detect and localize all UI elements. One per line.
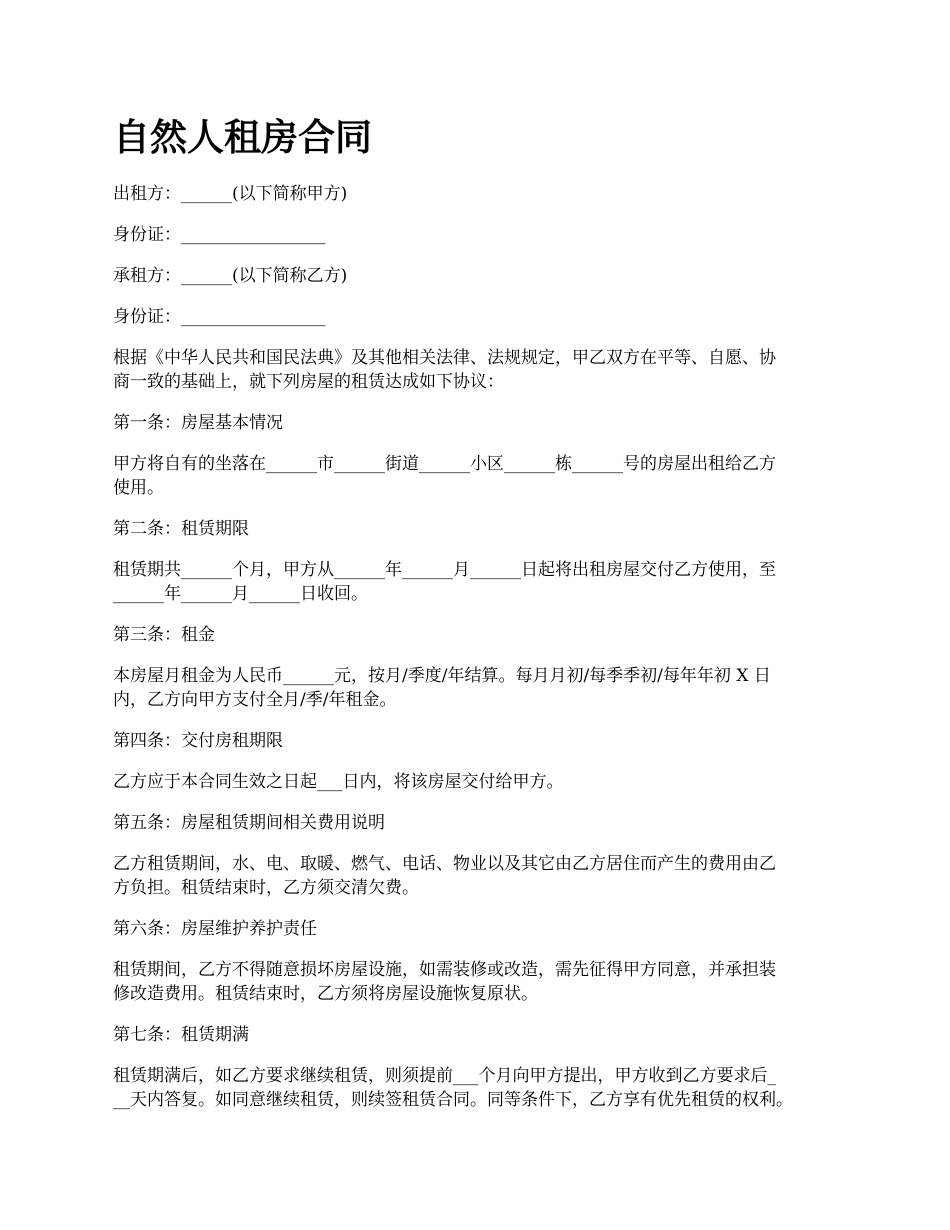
- document-paragraph: [113, 517, 853, 541]
- paragraph-line: 第一条：房屋基本情况: [113, 413, 283, 433]
- paragraph-line: 本房屋月租金为人民币______元，按月/季度/年结算。每月月初/每季季初/每年年初 X 日: [113, 666, 771, 686]
- document-paragraph: [113, 770, 853, 794]
- document-paragraph: [113, 1023, 853, 1047]
- paragraph-line: 租赁期共______个月，甲方从______年______月______日起将出租房屋交付乙方使用，至: [113, 560, 776, 580]
- paragraph-line: 第四条：交付房租期限: [113, 731, 283, 751]
- paragraph-line: 第二条：租赁期限: [113, 519, 249, 539]
- paragraph-line: __天内答复。如同意继续租赁，则续签租赁合同。同等条件下，乙方享有优先租赁的权利。: [113, 1090, 793, 1110]
- paragraph-line: 方负担。租赁结束时，乙方须交清欠费。: [113, 878, 419, 898]
- paragraph-line: 第六条：房屋维护养护责任: [113, 919, 317, 939]
- paragraph-line: 第五条：房屋租赁期间相关费用说明: [113, 813, 385, 833]
- document-paragraph: [113, 223, 853, 247]
- paragraph-line: 商一致的基础上，就下列房屋的租赁达成如下协议：: [113, 372, 504, 392]
- paragraph-line: 乙方应于本合同生效之日起___日内，将该房屋交付给甲方。: [113, 772, 564, 792]
- paragraph-line: 承租方：______(以下简称乙方): [113, 266, 348, 286]
- document-paragraph: [113, 411, 853, 435]
- paragraph-line: 出租方：______(以下简称甲方): [113, 184, 348, 204]
- document-paragraph: [113, 958, 853, 1006]
- paragraph-line: 内，乙方向甲方支付全月/季/年租金。: [113, 690, 397, 710]
- paragraph-line: 第七条：租赁期满: [113, 1025, 249, 1045]
- document-paragraph: [113, 852, 853, 900]
- document-paragraph: [113, 452, 853, 500]
- paragraph-line: 租赁期间，乙方不得随意损坏房屋设施，如需装修或改造，需先征得甲方同意，并承担装: [113, 960, 776, 980]
- paragraph-line: ______年______月______日收回。: [113, 584, 368, 604]
- document-paragraph: [113, 729, 853, 753]
- document-paragraph: [113, 1064, 853, 1112]
- document-page: [113, 112, 853, 1129]
- document-paragraph: [113, 917, 853, 941]
- document-paragraph: [113, 346, 853, 394]
- document-paragraph: [113, 664, 853, 712]
- paragraph-line: 第三条：租金: [113, 625, 215, 645]
- document-paragraph: [113, 811, 853, 835]
- paragraph-line: 修改造费用。租赁结束时，乙方须将房屋设施恢复原状。: [113, 984, 538, 1004]
- paragraph-line: 身份证：_________________: [113, 225, 326, 245]
- document-paragraph: [113, 623, 853, 647]
- paragraph-line: 租赁期满后，如乙方要求继续租赁，则须提前___个月向甲方提出，甲方收到乙方要求后_: [113, 1066, 776, 1086]
- document-title: 自然人租房合同: [113, 115, 372, 159]
- paragraph-line: 乙方租赁期间，水、电、取暖、燃气、电话、物业以及其它由乙方居住而产生的费用由乙: [113, 854, 776, 874]
- document-body: [113, 182, 853, 1112]
- document-paragraph: [113, 264, 853, 288]
- paragraph-line: 身份证：_________________: [113, 307, 326, 327]
- document-paragraph: [113, 305, 853, 329]
- document-paragraph: [113, 558, 853, 606]
- paragraph-line: 使用。: [113, 478, 164, 498]
- paragraph-line: 根据《中华人民共和国民法典》及其他相关法律、法规规定，甲乙双方在平等、自愿、协: [113, 348, 776, 368]
- paragraph-line: 甲方将自有的坐落在______市______街道______小区______栋______号的房屋出租给乙方: [113, 454, 776, 474]
- document-paragraph: [113, 182, 853, 206]
